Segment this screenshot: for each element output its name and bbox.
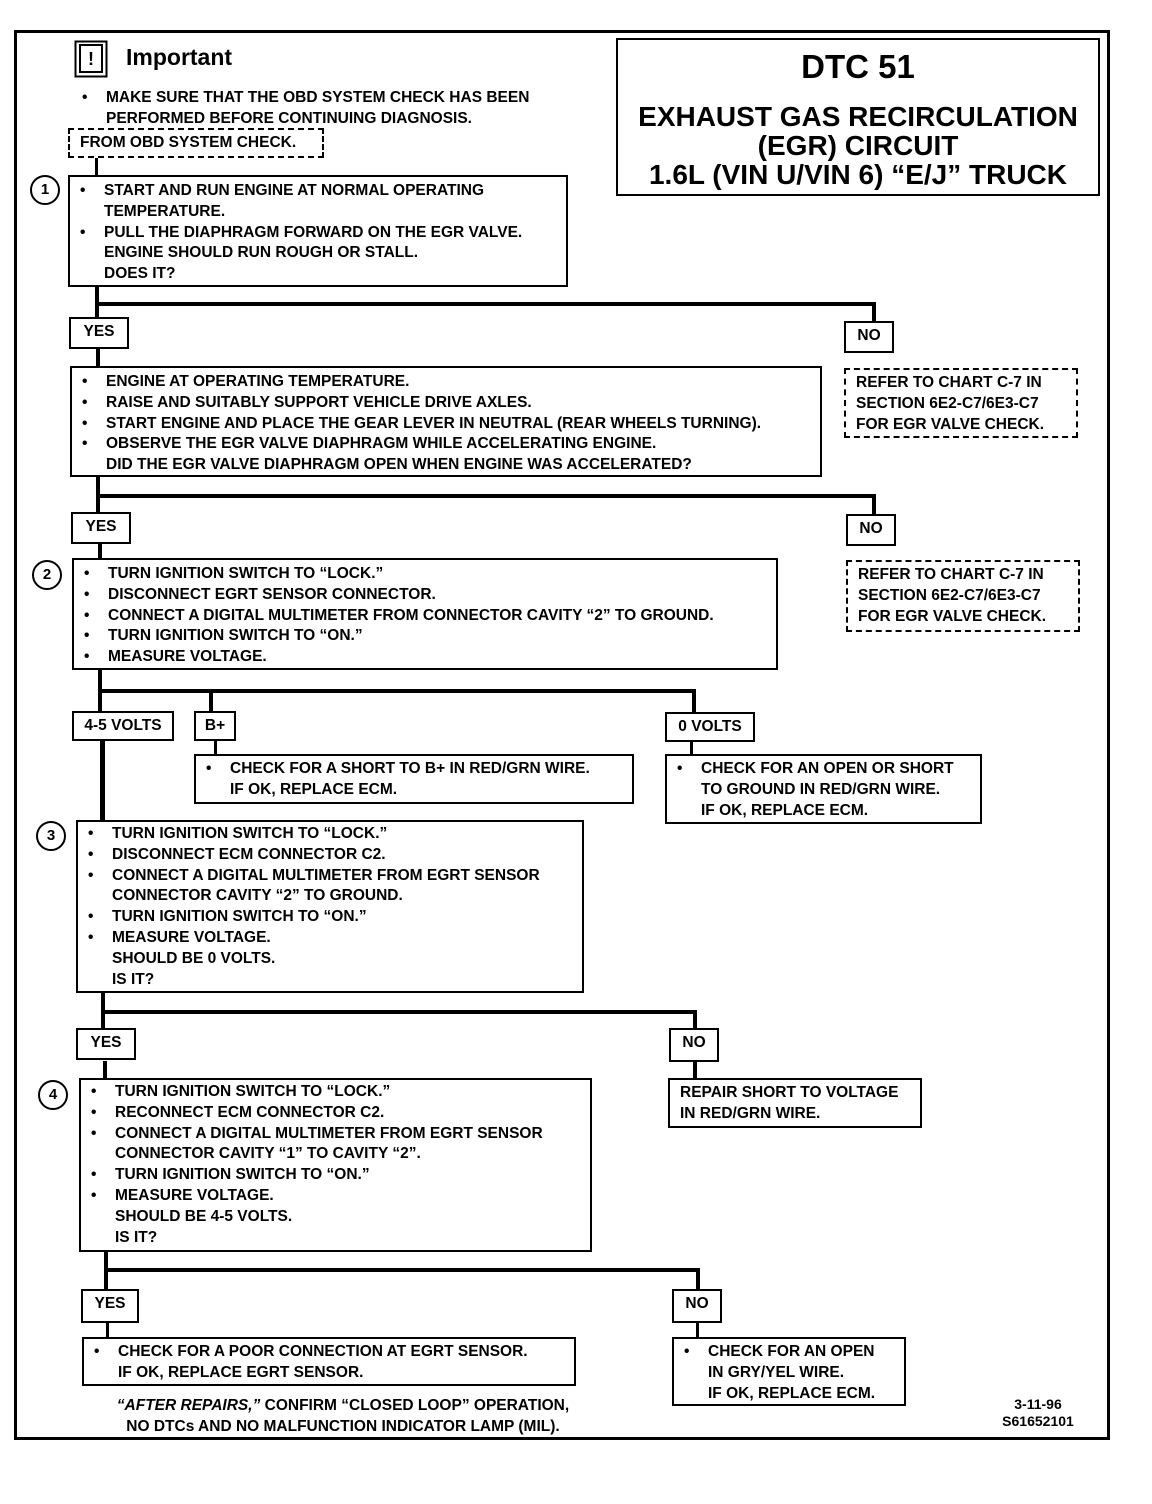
obd-ref-box: FROM OBD SYSTEM CHECK.	[68, 128, 324, 158]
connector	[96, 346, 100, 366]
important-text: • MAKE SURE THAT THE OBD SYSTEM CHECK HAS BEEN PERFORMED BEFORE CONTINUING DIAGNOSIS.	[82, 89, 530, 127]
dtc-title: DTC 51	[801, 48, 915, 85]
connector	[100, 738, 105, 822]
list-item: • PULL THE DIAPHRAGM FORWARD ON THE EGR VALVE.	[78, 223, 558, 244]
result-text: TO GROUND IN RED/GRN WIRE.	[701, 780, 941, 798]
result-text: IF OK, REPLACE ECM.	[230, 780, 398, 798]
connector	[693, 1010, 697, 1030]
repair-short-box: REPAIR SHORT TO VOLTAGE IN RED/GRN WIRE.	[668, 1078, 922, 1128]
step-4-box	[79, 1078, 592, 1252]
step-question: DOES IT?	[104, 265, 176, 283]
list-item: • TURN IGNITION SWITCH TO “ON.”	[89, 1165, 582, 1186]
connector	[103, 1061, 107, 1079]
label-0-volts: 0 VOLTS	[665, 712, 755, 742]
list-item: • OBSERVE THE EGR VALVE DIAPHRAGM WHILE ACCELERATING ENGINE.	[80, 434, 812, 455]
step-number-1: 1	[30, 175, 60, 205]
yes-label: YES	[81, 1289, 139, 1323]
label-b-plus: B+	[194, 711, 236, 741]
no-label: NO	[846, 514, 896, 546]
list-item: • START AND RUN ENGINE AT NORMAL OPERATING TEMPERATURE.	[78, 181, 558, 223]
connector	[96, 494, 876, 498]
yes-label: YES	[71, 512, 131, 544]
step-text: SHOULD BE 0 VOLTS.	[112, 949, 276, 967]
connector	[106, 1322, 109, 1338]
result-b-plus-box	[194, 754, 634, 804]
list-item: • TURN IGNITION SWITCH TO “ON.”	[82, 626, 768, 647]
list-item: • CONNECT A DIGITAL MULTIMETER FROM EGRT SENSOR CONNECTOR CAVITY “2” TO GROUND.	[86, 866, 574, 908]
list-item: • DISCONNECT EGRT SENSOR CONNECTOR.	[82, 585, 768, 606]
step-1b-box	[70, 366, 822, 477]
important-icon	[74, 40, 116, 80]
step-number-4: 4	[38, 1080, 68, 1110]
list-item: • CONNECT A DIGITAL MULTIMETER FROM CONNECTOR CAVITY “2” TO GROUND.	[82, 606, 768, 627]
result-text: IN GRY/YEL WIRE.	[708, 1363, 845, 1381]
list-item: • CHECK FOR AN OPEN OR SHORT	[675, 759, 972, 780]
connector	[872, 494, 876, 514]
list-item: • TURN IGNITION SWITCH TO “LOCK.”	[86, 824, 574, 845]
title-line-2: (EGR) CIRCUIT	[757, 130, 959, 161]
step-question: IS IT?	[112, 970, 155, 988]
list-item: • TURN IGNITION SWITCH TO “ON.”	[86, 907, 574, 928]
result-text: IF OK, REPLACE ECM.	[701, 801, 869, 819]
svg-text:!: !	[88, 49, 94, 69]
title-block	[616, 38, 1100, 196]
title-line-1: EXHAUST GAS RECIRCULATION	[638, 101, 1078, 132]
refer-box-1: REFER TO CHART C-7 IN SECTION 6E2-C7/6E3-C7 FOR EGR VALVE CHECK.	[844, 368, 1078, 438]
connector	[693, 1061, 697, 1079]
step-number-3: 3	[36, 821, 66, 851]
list-item: • TURN IGNITION SWITCH TO “LOCK.”	[82, 564, 768, 585]
refer-box-2: REFER TO CHART C-7 IN SECTION 6E2-C7/6E3-C7 FOR EGR VALVE CHECK.	[846, 560, 1080, 632]
connector	[696, 1268, 700, 1290]
connector	[101, 1010, 697, 1014]
list-item: • DISCONNECT ECM CONNECTOR C2.	[86, 845, 574, 866]
final-yes-box	[82, 1337, 576, 1386]
connector	[98, 689, 696, 693]
step-question: DID THE EGR VALVE DIAPHRAGM OPEN WHEN ENGINE WAS ACCELERATED?	[106, 456, 692, 474]
result-text: IF OK, REPLACE EGRT SENSOR.	[118, 1363, 364, 1381]
list-item: • MEASURE VOLTAGE.	[86, 928, 574, 949]
step-text: SHOULD BE 4-5 VOLTS.	[115, 1207, 293, 1225]
list-item: • RECONNECT ECM CONNECTOR C2.	[89, 1103, 582, 1124]
important-heading: Important	[126, 44, 233, 70]
list-item: • MEASURE VOLTAGE.	[82, 647, 768, 668]
connector	[209, 689, 213, 713]
result-text: IF OK, REPLACE ECM.	[708, 1384, 876, 1402]
connector	[696, 1322, 699, 1338]
list-item: • CHECK FOR AN OPEN	[682, 1342, 896, 1363]
result-0-volts-box	[665, 754, 982, 824]
connector	[104, 1268, 700, 1272]
list-item: • CHECK FOR A POOR CONNECTION AT EGRT SENSOR.	[92, 1342, 566, 1363]
connector	[95, 302, 875, 306]
list-item: • TURN IGNITION SWITCH TO “LOCK.”	[89, 1082, 582, 1103]
step-question: IS IT?	[115, 1228, 158, 1246]
yes-label: YES	[76, 1028, 136, 1060]
yes-label: YES	[69, 317, 129, 349]
label-4-5-volts: 4-5 VOLTS	[72, 711, 174, 741]
step-1-box	[68, 175, 568, 287]
no-label: NO	[672, 1289, 722, 1323]
connector	[872, 302, 876, 322]
step-number-2: 2	[32, 560, 62, 590]
step-text: ENGINE SHOULD RUN ROUGH OR STALL.	[104, 244, 419, 262]
title-line-3: 1.6L (VIN U/VIN 6) “E/J” TRUCK	[648, 159, 1067, 190]
list-item: • CHECK FOR A SHORT TO B+ IN RED/GRN WIRE.	[204, 759, 624, 780]
footer-code: 3-11-96 S61652101	[1002, 1396, 1074, 1429]
list-item: • START ENGINE AND PLACE THE GEAR LEVER IN NEUTRAL (REAR WHEELS TURNING).	[80, 414, 812, 435]
no-label: NO	[669, 1028, 719, 1062]
list-item: • RAISE AND SUITABLY SUPPORT VEHICLE DRIVE AXLES.	[80, 393, 812, 414]
step-2-box	[72, 558, 778, 670]
list-item: • MEASURE VOLTAGE.	[89, 1186, 582, 1207]
final-no-box	[672, 1337, 906, 1406]
list-item: • CONNECT A DIGITAL MULTIMETER FROM EGRT SENSOR CONNECTOR CAVITY “1” TO CAVITY “2”.	[89, 1124, 582, 1166]
list-item: • ENGINE AT OPERATING TEMPERATURE.	[80, 372, 812, 393]
no-label: NO	[844, 321, 894, 353]
connector	[692, 689, 696, 713]
footer-note: “AFTER REPAIRS,” CONFIRM “CLOSED LOOP” OPERATION, NO DTCs AND NO MALFUNCTION INDICATOR LAMP (MIL).	[116, 1397, 570, 1435]
step-3-box	[76, 820, 584, 993]
